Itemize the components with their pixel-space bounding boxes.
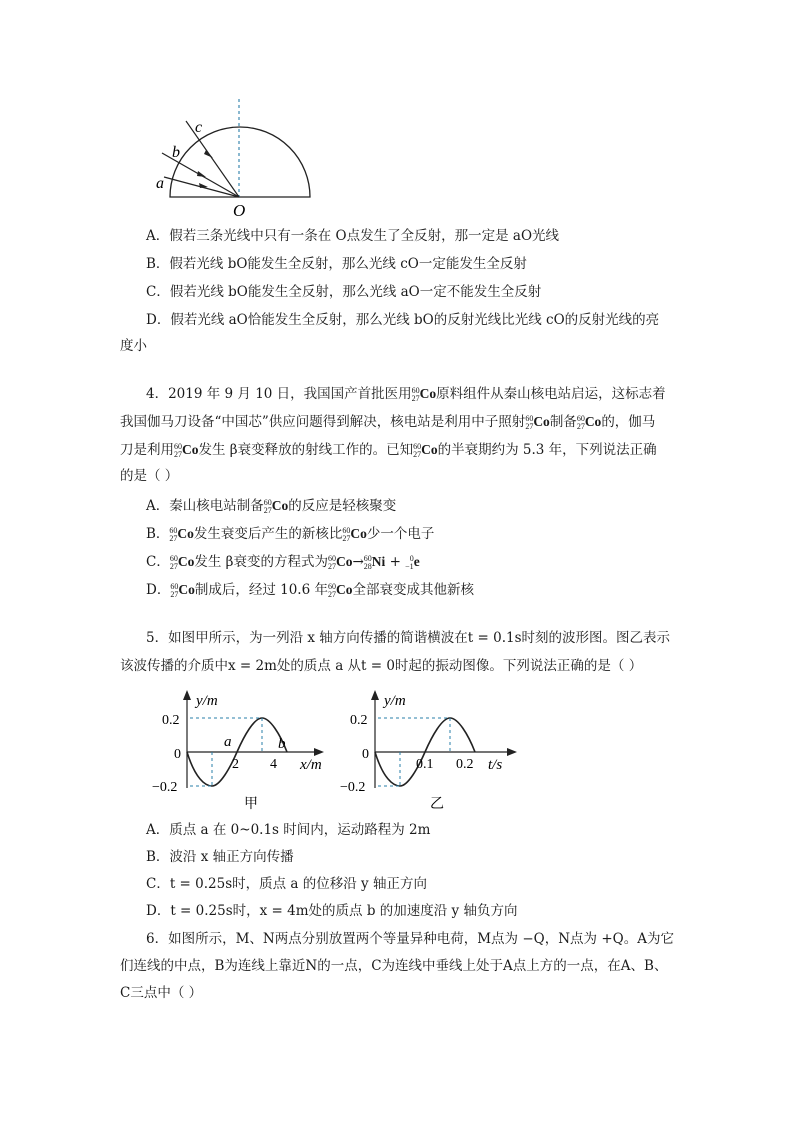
- q5-line2: 该波传播的介质中x = 2m处的质点 a 从t = 0时起的振动图像。下列说法正确的是（ ）: [120, 658, 643, 674]
- q6-line2: 们连线的中点，B为连线上靠近N的一点，C为连线中垂线上处于A点上方的一点，在A、B、: [120, 958, 668, 974]
- q6-line1: 6．如图所示，M、N两点分别放置两个等量异种电荷，M点为 −Q，N点为 +Q。A为它: [146, 931, 674, 947]
- label-c: c: [195, 119, 203, 136]
- q4-option-d: D． 60 27 Co制成后，经过 10.6 年 60 27 Co全部衰变成其他新核: [146, 581, 474, 599]
- jia-point-a: a: [224, 734, 232, 750]
- q5-option-b: B．波沿 x 轴正方向传播: [146, 849, 294, 865]
- jia-point-b: b: [278, 736, 286, 752]
- jia-ylabel: y/m: [196, 693, 218, 709]
- yi-tick-y-zero: 0: [362, 747, 369, 762]
- yi-ylabel: y/m: [384, 693, 406, 709]
- graph-yi: [338, 688, 523, 816]
- jia-tick-x-2: 2: [232, 757, 239, 772]
- q4-line2: 我国伽马刀设备“中国芯”供应问题得到解决，核电站是利用中子照射 60 27 Co制备 60 27 Co的，伽马: [120, 413, 656, 431]
- label-a: a: [156, 175, 164, 192]
- jia-caption: 甲: [244, 797, 258, 812]
- graph-jia: [150, 688, 335, 816]
- q6-line3: C三点中（ ）: [120, 985, 203, 1001]
- semicircle-outline: [170, 127, 310, 197]
- q5-option-c: C．t = 0.25s时，质点 a 的位移沿 y 轴正方向: [146, 876, 427, 892]
- q5-option-d: D．t = 0.25s时，x = 4m处的质点 b 的加速度沿 y 轴负方向: [146, 903, 518, 919]
- q3-option-b: B．假若光线 bO能发生全反射，那么光线 cO一定能发生全反射: [146, 256, 527, 272]
- q4-line1: 4．2019 年 9 月 10 日，我国国产首批医用 60 27 Co原料组件从秦山核电站启运，这标志着: [146, 385, 666, 403]
- q3-option-d-line1: D．假若光线 aO恰能发生全反射，那么光线 bO的反射光线比光线 cO的反射光线的亮: [146, 312, 660, 328]
- semicircle-figure: [150, 95, 320, 220]
- q3-option-d-line2: 度小: [120, 338, 147, 354]
- jia-tick-y-top: 0.2: [162, 713, 180, 728]
- jia-xlabel: x/m: [300, 757, 322, 773]
- yi-tick-x-01: 0.1: [416, 757, 434, 772]
- q4-line4: 的是（ ）: [120, 468, 179, 484]
- isotope-co60: 60 27 Co: [411, 385, 437, 403]
- q5-line1: 5．如图甲所示，为一列沿 x 轴方向传播的简谐横波在t = 0.1s时刻的波形图。图乙表示: [146, 630, 671, 646]
- label-O: O: [233, 201, 246, 220]
- q4-line3: 刀是利用 60 27 Co发生 β衰变释放的射线工作的。已知 60 27 Co的半衰期约为 5.3 年，下列说法正确: [120, 441, 657, 459]
- q4-option-a: A．秦山核电站制备 60 27 Co的反应是轻核聚变: [146, 497, 397, 515]
- yi-caption: 乙: [430, 797, 444, 812]
- yi-tick-x-02: 0.2: [456, 757, 474, 772]
- q3-option-c: C．假若光线 bO能发生全反射，那么光线 aO一定不能发生全反射: [146, 284, 542, 300]
- jia-tick-y-bottom: −0.2: [152, 780, 178, 795]
- yi-xlabel: t/s: [488, 757, 503, 773]
- label-b: b: [172, 144, 180, 161]
- yi-tick-y-bottom: −0.2: [340, 780, 366, 795]
- q4-option-c: C． 60 27 Co发生 β衰变的方程式为 60 27 Co→ 60 28 Ni + 0 −1 e: [146, 553, 420, 571]
- q3-option-a: A．假若三条光线中只有一条在 O点发生了全反射，那一定是 aO光线: [146, 228, 560, 244]
- q5-option-a: A．质点 a 在 0~0.1s 时间内，运动路程为 2m: [146, 822, 431, 838]
- q4-option-b: B． 60 27 Co发生衰变后产生的新核比 60 27 Co少一个电子: [146, 525, 435, 543]
- jia-tick-y-zero: 0: [174, 747, 181, 762]
- yi-tick-y-top: 0.2: [350, 713, 368, 728]
- jia-tick-x-4: 4: [270, 757, 277, 772]
